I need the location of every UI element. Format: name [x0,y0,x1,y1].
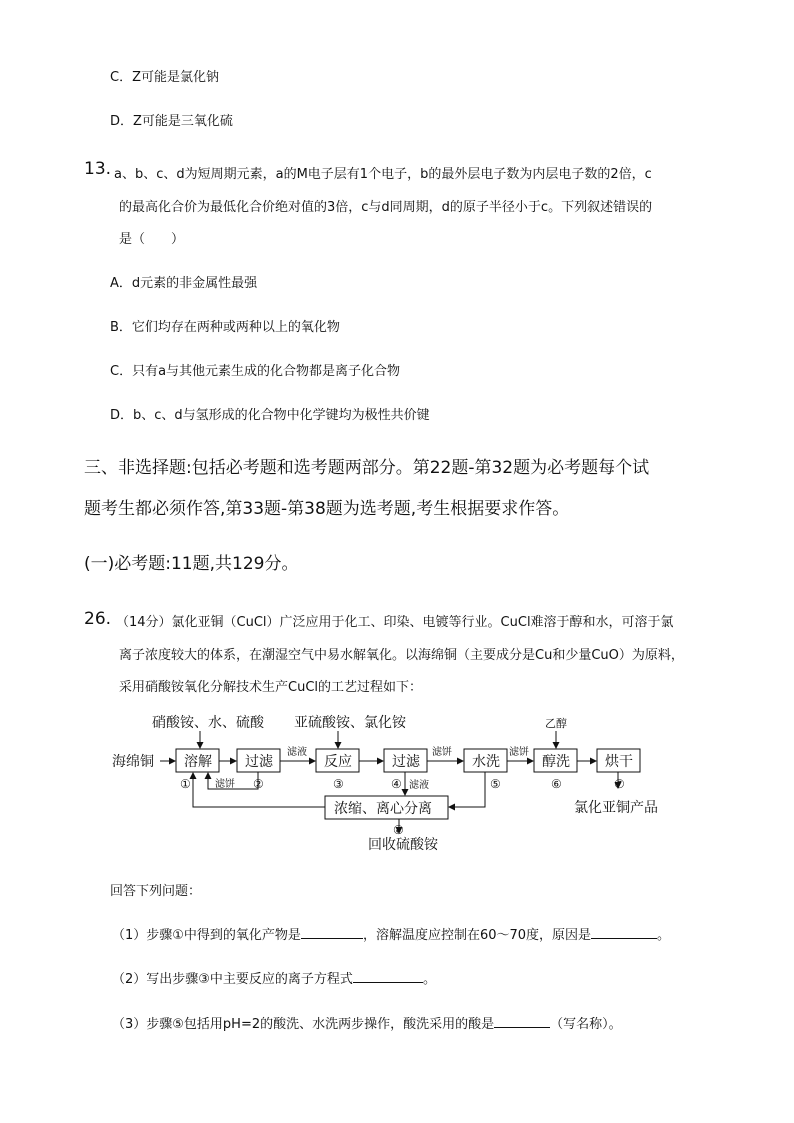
start-material: 海绵铜 [112,754,154,770]
product-label: 氯化亚铜产品 [574,800,658,816]
recycle-label: 回收硫酸铵 [368,837,438,853]
label-cake-1: 滤饼 [215,779,235,790]
box-dry-label: 烘干 [605,754,633,770]
box-react-label: 反应 [324,754,352,770]
part3-text-b: （写名称）。 [550,1017,622,1032]
part1-blank-2[interactable] [591,924,657,939]
box-filter2-label: 过滤 [392,754,420,770]
box-water-wash-label: 水洗 [472,754,500,770]
q12-option-c: C．Z可能是氯化钠 [110,70,219,85]
q13-option-c: C．只有a与其他元素生成的化合物都是离子化合物 [110,364,401,379]
q13-stem-line2: 的最高化合价为最低化合价绝对值的3倍，c与d同周期，d的原子半径小于c。下列叙述错误的 [119,200,653,215]
q12-option-d: D．Z可能是三氧化硫 [110,114,233,129]
part1-text-b: ，溶解温度应控制在60～70度，原因是 [362,928,592,943]
step-5: ⑤ [490,777,501,791]
part2-text-a: （2）写出步骤③中主要反应的离子方程式 [112,972,353,987]
step-8: ⑧ [393,823,404,837]
section3-line1: 三、非选择题:包括必考题和选考题两部分。第22题-第32题为必考题每个试 [84,458,650,478]
part3-blank[interactable] [494,1013,550,1028]
box-dissolve-label: 溶解 [184,754,212,770]
input-top-3: 乙醇 [545,717,567,730]
step-2: ② [253,777,264,791]
q26-number: 26. [84,609,112,629]
box-concentrate-label: 浓缩、离心分离 [334,801,432,817]
part1-text-a: （1）步骤①中得到的氧化产物是 [112,928,301,943]
part1-text-c: 。 [657,928,671,943]
process-flowchart [0,700,794,860]
step-7: ⑦ [614,777,625,791]
part2-text-b: 。 [422,972,436,987]
answers-intro: 回答下列问题： [110,884,202,899]
label-filtrate-1: 滤液 [287,747,307,758]
label-filtrate-2: 滤液 [409,780,429,791]
q13-option-b: B．它们均存在两种或两种以上的氧化物 [110,320,340,335]
q13-option-d: D．b、c、d与氢形成的化合物中化学键均为极性共价键 [110,408,430,423]
answer-part2 [112,968,436,987]
q26-line3: 采用硝酸铵氧化分解技术生产CuCl的工艺过程如下： [119,680,423,695]
label-cake-2: 滤饼 [432,747,452,758]
q26-line1: （14分）氯化亚铜（CuCl）广泛应用于化工、印染、电镀等行业。CuCl难溶于醇和水，可溶于氯 [116,615,674,630]
box-filter1-label: 过滤 [245,754,273,770]
part1-blank-1[interactable] [301,924,363,939]
step-4: ④ [391,777,402,791]
box-alcohol-wash-label: 醇洗 [542,754,570,770]
input-top-2: 亚硫酸铵、氯化铵 [294,715,406,731]
answer-part3 [112,1013,622,1032]
q13-option-a: A．d元素的非金属性最强 [110,276,258,291]
part3-text-a: （3）步骤⑤包括用pH=2的酸洗、水洗两步操作，酸洗采用的酸是 [112,1017,495,1032]
step-1: ① [180,777,191,791]
label-cake-3: 滤饼 [509,747,529,758]
q26-line2: 离子浓度较大的体系，在潮湿空气中易水解氧化。以海绵铜（主要成分是Cu和少量CuO）为原料， [119,648,684,663]
step-6: ⑥ [551,777,562,791]
step-3: ③ [333,777,344,791]
input-top-1: 硝酸铵、水、硫酸 [152,715,264,731]
q13-number: 13. [84,159,112,179]
section3-line2: 题考生都必须作答,第33题-第38题为选考题,考生根据要求作答。 [84,499,570,519]
section3-subheading: (一)必考题:11题,共129分。 [84,554,299,574]
q13-stem-line1: a、b、c、d为短周期元素，a的M电子层有1个电子，b的最外层电子数为内层电子数的2倍，c [114,167,652,182]
part2-blank[interactable] [353,968,423,983]
q13-stem-line3: 是（ ） [119,232,185,247]
answer-part1 [112,924,670,943]
